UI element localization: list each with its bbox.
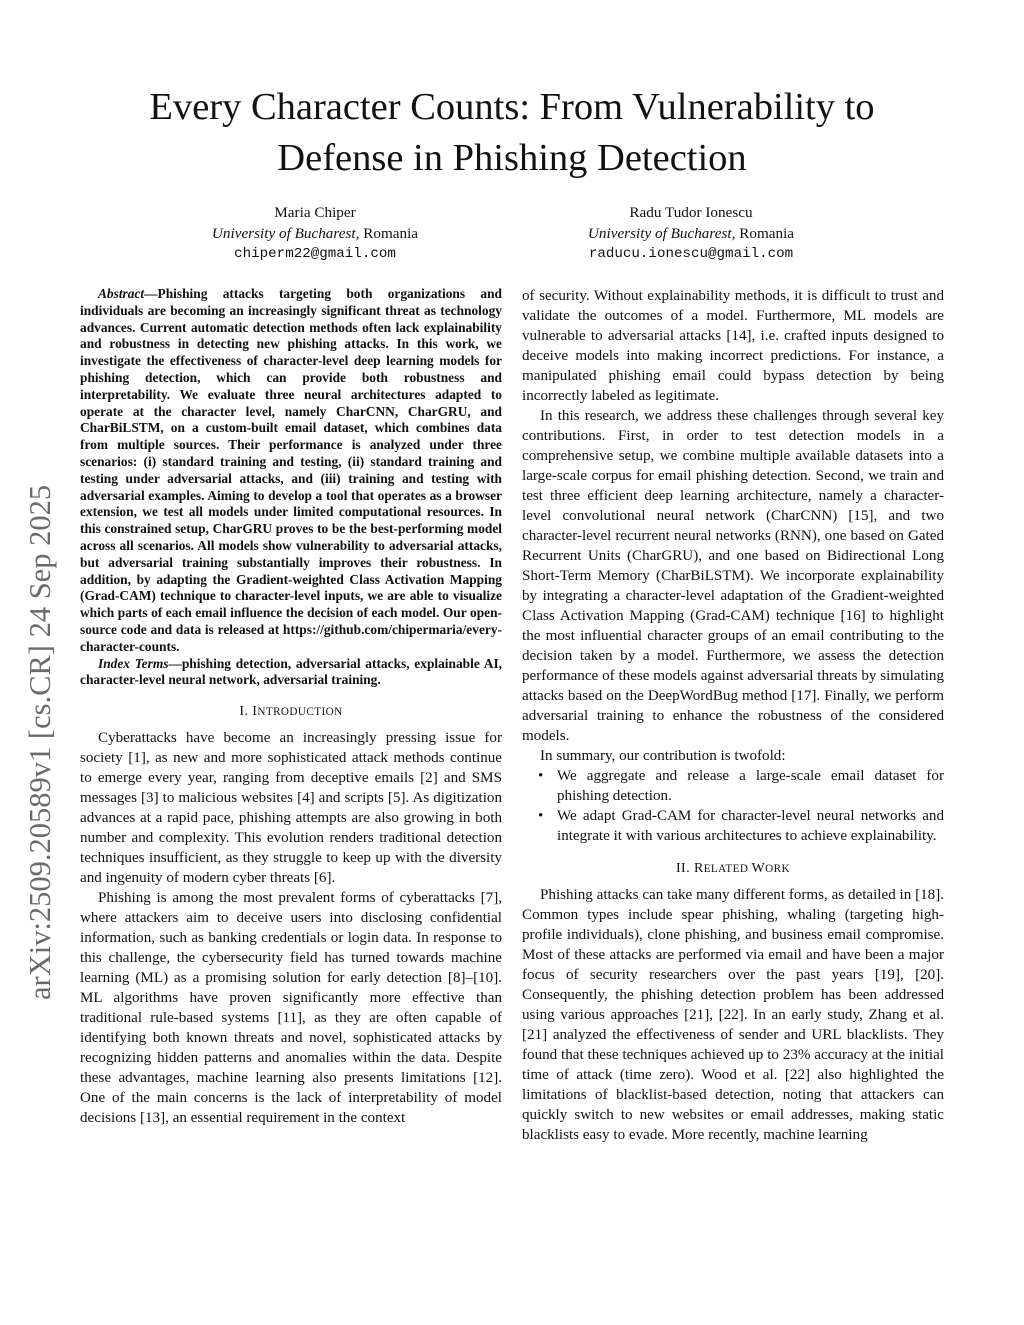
list-item: • We aggregate and release a large-scale email dataset for phishing detection. bbox=[522, 766, 944, 806]
related-work-paragraph: Phishing attacks can take many different forms, as detailed in [18]. Common types include spear phishing, whaling (targeting high-profile individuals), clone phishing, and business email compromise. Most of these attacks are performed via email and have been a major focus of security researchers over the past years [19], [20]. Consequently, the phishing detection problem has been addressed using various approaches [21], [22]. In an early study, Zhang et al. [21] analyzed the effectiveness of sender and URL blacklists. They found that these techniques achieved up to 23% accuracy at the initial time of attack (time zero). Wood et al. [22] also highlighted the limitations of blacklist-based detection, noting that attackers can quickly switch to new websites or email addresses, making static blacklists easy to evade. More recently, machine learning bbox=[522, 887, 944, 1143]
author-email: raducu.ionescu@gmail.com bbox=[588, 246, 794, 262]
index-terms-text: —phishing detection, adversarial attacks, explainable AI, character-level neural network, adversarial training. bbox=[80, 655, 503, 688]
list-item: • We adapt Grad-CAM for character-level neural networks and integrate it with various architectures to achieve explainability. bbox=[522, 806, 944, 846]
intro-paragraph-3: In this research, we address these challenges through several key contributions. First, in order to test detection models in a comprehensive setup, we combine multiple available datasets into a large-scale corpus for email phishing detection. Second, we train and test three efficient deep learning architecture, namely a character-level convolutional neural network (CharCNN) [15], and two character-level recurrent neural networks (RNN), one based on Gated Recurrent Units (CharGRU), and one based on Bidirectional Long Short-Term Memory (CharBiLSTM). We incorporate explainability by integrating a character-level adaptation of the Gradient-weighted Class Activation Mapping (Grad-CAM) technique [16] to highlight the most influential character groups of an email contributing to the decision taken by a model. Furthermore, we assess the detection performance of these models against adversarial threats by simulating attacks based on the DeepWordBug method [17]. Finally, we perform adversarial training to enhance the robustness of the considered models. bbox=[522, 408, 944, 744]
abstract bbox=[80, 286, 502, 689]
intro-paragraph-2: Phishing is among the most prevalent forms of cyberattacks [7], where attackers aim to deceive users into disclosing confidential information, such as banking credentials or login data. In response to this challenge, the cybersecurity field has turned towards machine learning (ML) as a promising solution for early detection [8]–[10]. ML algorithms have proven significantly more effective than traditional rule-based systems [11], as they are often capable of identifying both known threats and novel, sophisticated attacks by recognizing hidden patterns and anomalies within the data. Despite these advantages, machine learning also presents limitations [12]. One of the main concerns is the lack of interpretability of model decisions [13], an essential requirement in the context bbox=[80, 890, 502, 1127]
author-affiliation: University of Bucharest, Romania bbox=[587, 225, 795, 242]
author-name: Maria Chiper bbox=[274, 204, 356, 221]
author-name: Radu Tudor Ionescu bbox=[629, 204, 753, 221]
section-heading-related-work: II. RELATED WORK bbox=[676, 861, 790, 876]
summary-intro: In summary, our contribution is twofold: bbox=[540, 748, 786, 764]
author-affiliation: University of Bucharest, Romania bbox=[211, 225, 419, 242]
contribution-list bbox=[522, 766, 944, 846]
abstract-text: —Phishing attacks targeting both organizations and individuals are becoming an increasingly significant threat as technology advances. Current automatic detection methods often lack explainability and robustness in detecting new phishing attacks. In this work, we investigate the effectiveness of character-level deep learning models for phishing detection, which can provide both robustness and interpretability. We evaluate three neural architectures adapted to operate at the character level, namely CharCNN, CharGRU, and CharBiLSTM, on a custom-built email dataset, which combines data from multiple sources. Their performance is analyzed under three scenarios: (i) standard training and testing, (ii) standard training and testing under adversarial attacks, and (iii) training and testing with adversarial examples. Aiming to develop a tool that operates as a browser extension, we test all models under limited computational resources. In this constrained setup, CharGRU proves to be the best-performing model across all scenarios. All models show vulnerability to adversarial attacks, but adversarial training substantially improves their robustness. In addition, by adapting the Gradient-weighted Class Activation Mapping (Grad-CAM) technique to character-level inputs, we are able to visualize which parts of each email influence the decision of each model. Our open-source code and data is released at https://github.com/chipermaria/every-character-counts. bbox=[80, 286, 502, 654]
section-heading-introduction: I. INTRODUCTION bbox=[239, 704, 343, 720]
title-line-2: Defense in Phishing Detection bbox=[277, 137, 747, 179]
paper-title bbox=[80, 82, 944, 184]
left-column bbox=[80, 286, 502, 1128]
intro-paragraph-continuation: of security. Without explainability methods, it is difficult to trust and validate the outcomes of a model. Furthermore, ML models are vulnerable to adversarial attacks [14], i.e. crafted inputs designed to deceive models into making incorrect predictions. For instance, a manipulated phishing email could bypass detection by being incorrectly labeled as legitimate. bbox=[522, 288, 944, 404]
arxiv-identifier: arXiv:2509.20589v1 [cs.CR] 24 Sep 2025 bbox=[23, 484, 57, 1000]
index-terms-label: Index Terms bbox=[98, 655, 169, 671]
author-email: chiperm22@gmail.com bbox=[234, 246, 396, 262]
intro-paragraph-1: Cyberattacks have become an increasingly pressing issue for society [1], as new and more sophisticated attack methods continue to emerge every year, ranging from deceptive emails [2] and SMS messages [3] to malicious websites [4] and scripts [5]. As digitization advances at a rapid pace, phishing attempts are also growing in both number and complexity. This evolution renders traditional detection techniques insufficient, as they struggle to keep up with the diversity and ingenuity of modern cyber threats [6]. bbox=[80, 730, 502, 887]
author-block-2 bbox=[511, 202, 871, 265]
title-line-1: Every Character Counts: From Vulnerability to bbox=[149, 86, 875, 128]
abstract-label: Abstract bbox=[98, 286, 145, 301]
right-column bbox=[522, 286, 944, 1145]
author-block-1 bbox=[135, 202, 495, 265]
